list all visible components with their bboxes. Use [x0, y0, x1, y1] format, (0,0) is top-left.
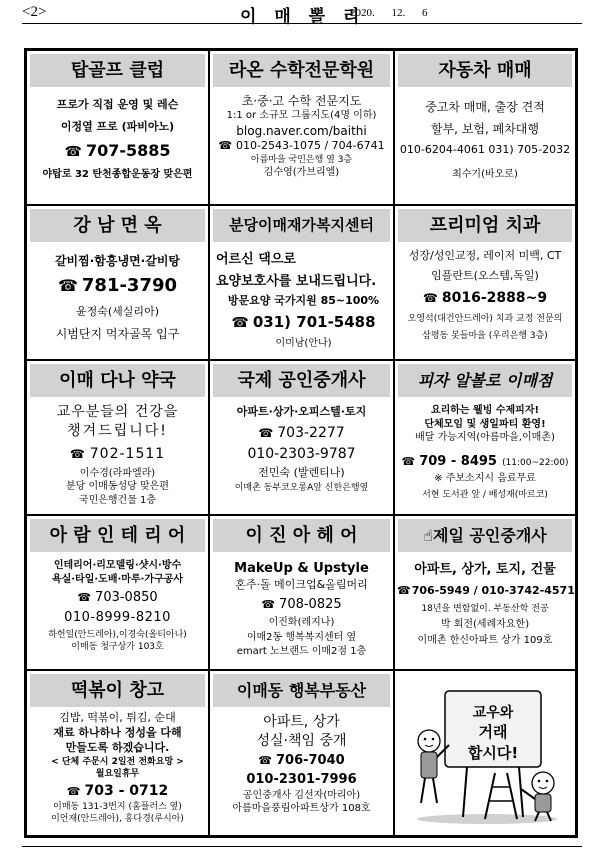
ad-address: 삼평동 봇들마을 (우리은행 3층): [422, 330, 548, 341]
ad-owner: 공인중개사 김선자(마리아): [242, 789, 361, 801]
ad-owner: 오영석(대건안드레아) 치과 교정 전문의: [407, 313, 563, 324]
ad-name: 아 람 인 테 리 어: [30, 519, 205, 552]
ad-name: 라온 수학전문학원: [213, 54, 390, 87]
phone-icon: ☎: [258, 425, 274, 440]
ad-leejina-hair: [209, 515, 394, 670]
phone-number: 706-5949 / 010-3742-4571: [411, 583, 575, 597]
issue-date: 2020. 12. 6: [350, 7, 428, 19]
phone-number: 781-3790: [81, 275, 178, 297]
phone-number: 010-8999-8210: [64, 609, 171, 625]
ad-name: 국제 공인중개사: [213, 364, 390, 397]
ad-line: 혼주·돌 메이크업&올림머리: [235, 577, 368, 591]
ad-line: 월요일휴무: [95, 768, 140, 779]
ad-line: 욕실·타일·도배·마루·가구공사: [51, 573, 184, 585]
ad-address: 이매2동 행복복지센터 옆: [246, 632, 357, 644]
phone-icon: ☎: [231, 314, 249, 331]
ad-haengbok-realty: [209, 670, 394, 836]
ad-pizza-alvolo: [394, 360, 576, 515]
phone-number: 703-2277: [277, 424, 345, 441]
ad-owner: 이수경(라파엘라): [79, 467, 156, 479]
ad-owner: 이미남(안나): [275, 337, 332, 349]
phone-number: 703-0850: [95, 590, 158, 605]
ad-line: 초·중·고 수학 전문지도: [241, 94, 362, 108]
ad-owner: 윤정숙(세실리아): [76, 305, 159, 319]
phone-icon: ☎: [258, 753, 272, 767]
ad-gangnam-myeonok: [26, 205, 209, 360]
ad-address: 이매촌 한신아파트 상가 109호: [417, 635, 553, 647]
ad-name: 강 남 면 옥: [30, 209, 205, 242]
ad-line: 어르신 댁으로: [216, 252, 296, 267]
phone-number: 031) 701-5488: [252, 312, 376, 331]
ad-name: 이매동 행복부동산: [213, 674, 390, 707]
phone-number: 010-2303-9787: [247, 445, 356, 462]
ad-address: emart 노브랜드 이매2점 1층: [236, 645, 367, 657]
ad-name: 피자 알볼로 이매점: [398, 364, 572, 397]
ad-owner: 이언재(안드레아), 홍다경(루시아): [51, 813, 184, 824]
page-number: <2>: [22, 4, 47, 20]
ad-line: 아파트, 상가: [263, 714, 340, 730]
ad-line: 교우분들의 건강을: [56, 404, 179, 420]
ad-line: 아파트, 상가, 토지, 건물: [414, 562, 556, 577]
ad-line: 김밥, 떡볶이, 튀김, 순대: [59, 711, 176, 724]
ad-gukje-realty: [209, 360, 394, 515]
ad-line: 요양보호사를 보내드립니다.: [216, 273, 377, 289]
phone-icon: ☎: [218, 138, 233, 152]
phone-icon: ☎: [77, 591, 92, 604]
newsletter-title: 이 매 뽈 리: [240, 7, 366, 27]
trade-with-parishioners-illustration: [407, 683, 565, 825]
ad-raon-math: [209, 50, 394, 205]
ad-name: 제일 공인중개사: [432, 526, 547, 545]
promo-line-2: 거래: [478, 723, 508, 741]
ad-home-care: [209, 205, 394, 360]
ad-line: 갈비찜·함흥냉면·갈비탕: [54, 254, 181, 268]
phone-icon: ☎: [261, 598, 276, 612]
phone-number: 8016-2888~9: [441, 289, 548, 306]
promo-cell: [394, 670, 576, 836]
ad-premium-dental: [394, 205, 576, 360]
ad-line: 이정열 프로 (파비아노): [60, 119, 175, 133]
ad-name: 자동차 매매: [398, 54, 572, 87]
ad-name: 떡볶이 창고: [30, 674, 205, 707]
phone-icon: ☎: [69, 446, 86, 461]
promo-line-3: 합시다!: [467, 744, 519, 762]
ad-line: 챙겨드립니다!: [67, 422, 168, 439]
ad-owner: 전민숙 (발렌티나): [258, 465, 345, 479]
page-header: [22, 2, 578, 27]
ad-owner: 최수기(바오로): [452, 169, 518, 181]
hand-icon: ☝: [423, 526, 433, 545]
ad-address: 시범단지 먹자골목 입구: [55, 327, 180, 342]
ad-owner: 하헌일(안드레아),이경숙(올티아나): [48, 630, 187, 641]
ad-tteokbokki-changgo: [26, 670, 209, 836]
ad-line: 18년을 변함없이. 부동산학 전공: [421, 604, 549, 615]
ad-address: 야탑로 32 탄천종합운동장 맞은편: [42, 168, 193, 180]
phone-number: 703 - 0712: [84, 782, 169, 799]
phone-number: 707-5885: [85, 140, 171, 160]
phone-icon: ☎: [401, 454, 416, 468]
phone-icon: ☎: [64, 143, 82, 160]
ad-jeil-realty: [394, 515, 576, 670]
ad-line: 프로가 직접 운영 및 레슨: [56, 98, 179, 111]
phone-icon: ☎: [57, 276, 78, 296]
ad-line: ※ 주보소지시 음료무료: [434, 473, 536, 485]
ad-owner: 박 회전(세례자요한): [440, 618, 530, 630]
ad-line: 성실·책임 중개: [256, 732, 347, 749]
ad-car-trade: [394, 50, 576, 205]
ad-address: 분당 이매동성당 맞은편: [66, 481, 169, 493]
header-rule: [22, 23, 582, 24]
phone-number: 706-7040: [275, 752, 345, 768]
ad-address: 이매동 청구상가 103호: [71, 642, 164, 653]
ad-blog-url: blog.naver.com/baithi: [236, 123, 367, 138]
ad-address: 이매촌 동부코오롱A앞 신한은행옆: [234, 483, 369, 494]
ad-line: 인테리어·리모델링·샷시·방수: [53, 560, 182, 571]
ad-address: 아름마을 국민은행 옆 3층: [250, 154, 353, 165]
ad-line: 방문요양 국가지원 85~100%: [227, 294, 380, 308]
footer-rule: [22, 846, 582, 847]
phone-number: 010-6204-4061 031) 705-2032: [399, 143, 571, 157]
ad-name: 분당이매재가복지센터: [213, 209, 390, 242]
ad-line: 배달 가능지역(아름마을,이매촌): [415, 432, 555, 443]
ad-line: 단체모임 및 생일파티 환영!: [424, 418, 546, 430]
ad-aram-interior: [26, 515, 209, 670]
ad-name: 이매 다나 약국: [30, 364, 205, 397]
phone-number: 709 - 8495: [419, 453, 497, 469]
ad-line: 할부, 보험, 폐차대행: [431, 122, 539, 137]
ad-owner: 김수영(가브리엘): [263, 166, 340, 178]
ad-line: 요리하는 웰빙 수제피자!: [430, 405, 540, 416]
business-hours: (11:00~22:00): [502, 457, 569, 468]
phone-icon: ☎: [422, 290, 438, 305]
ad-line: < 단체 주문시 2일전 전화요망 >: [51, 756, 184, 767]
ad-name: 탑골프 클럽: [30, 54, 205, 87]
ad-name: 프리미엄 치과: [398, 209, 572, 242]
phone-number: 702-1511: [89, 445, 166, 462]
phone-number: 010-2543-1075 / 704-6741: [236, 138, 385, 152]
ad-line: 재료 하나하나 정성을 다해: [53, 725, 182, 739]
ad-owner: 이진화(레지나): [268, 616, 335, 628]
ad-dana-pharmacy: [26, 360, 209, 515]
ad-line: 1:1 or 소규모 그룹지도(4명 이하): [226, 110, 377, 122]
ad-topgolf: [26, 50, 209, 205]
ad-name: 이 진 아 헤 어: [213, 519, 390, 552]
ad-grid: [24, 48, 578, 838]
phone-icon: ☎: [66, 784, 81, 798]
ad-line: MakeUp & Upstyle: [234, 561, 369, 576]
phone-number: 708-0825: [279, 597, 342, 613]
ad-line: 임플란트(오스템,독일): [431, 268, 539, 282]
ad-line: 성장/성인교정, 레이저 미백, CT: [408, 249, 562, 262]
phone-icon: ☎: [397, 583, 411, 597]
ad-address: 아름마을풍림아파트상가 108호: [232, 803, 371, 815]
ad-address: 서현 도서관 앞 / 배성재(마르코): [422, 489, 548, 500]
phone-number: 010-2301-7996: [246, 772, 357, 788]
ad-address: 국민은행건물 1층: [78, 494, 157, 506]
ad-address: 이매동 131-3번지 (홈플러스 옆): [53, 801, 182, 812]
promo-line-1: 교우와: [472, 705, 514, 721]
ad-line: 아파트·상가·오피스텔·토지: [236, 405, 367, 418]
ad-line: 중고차 매매, 출장 견적: [425, 100, 545, 114]
ad-line: 만들도록 하겠습니다.: [65, 740, 170, 754]
